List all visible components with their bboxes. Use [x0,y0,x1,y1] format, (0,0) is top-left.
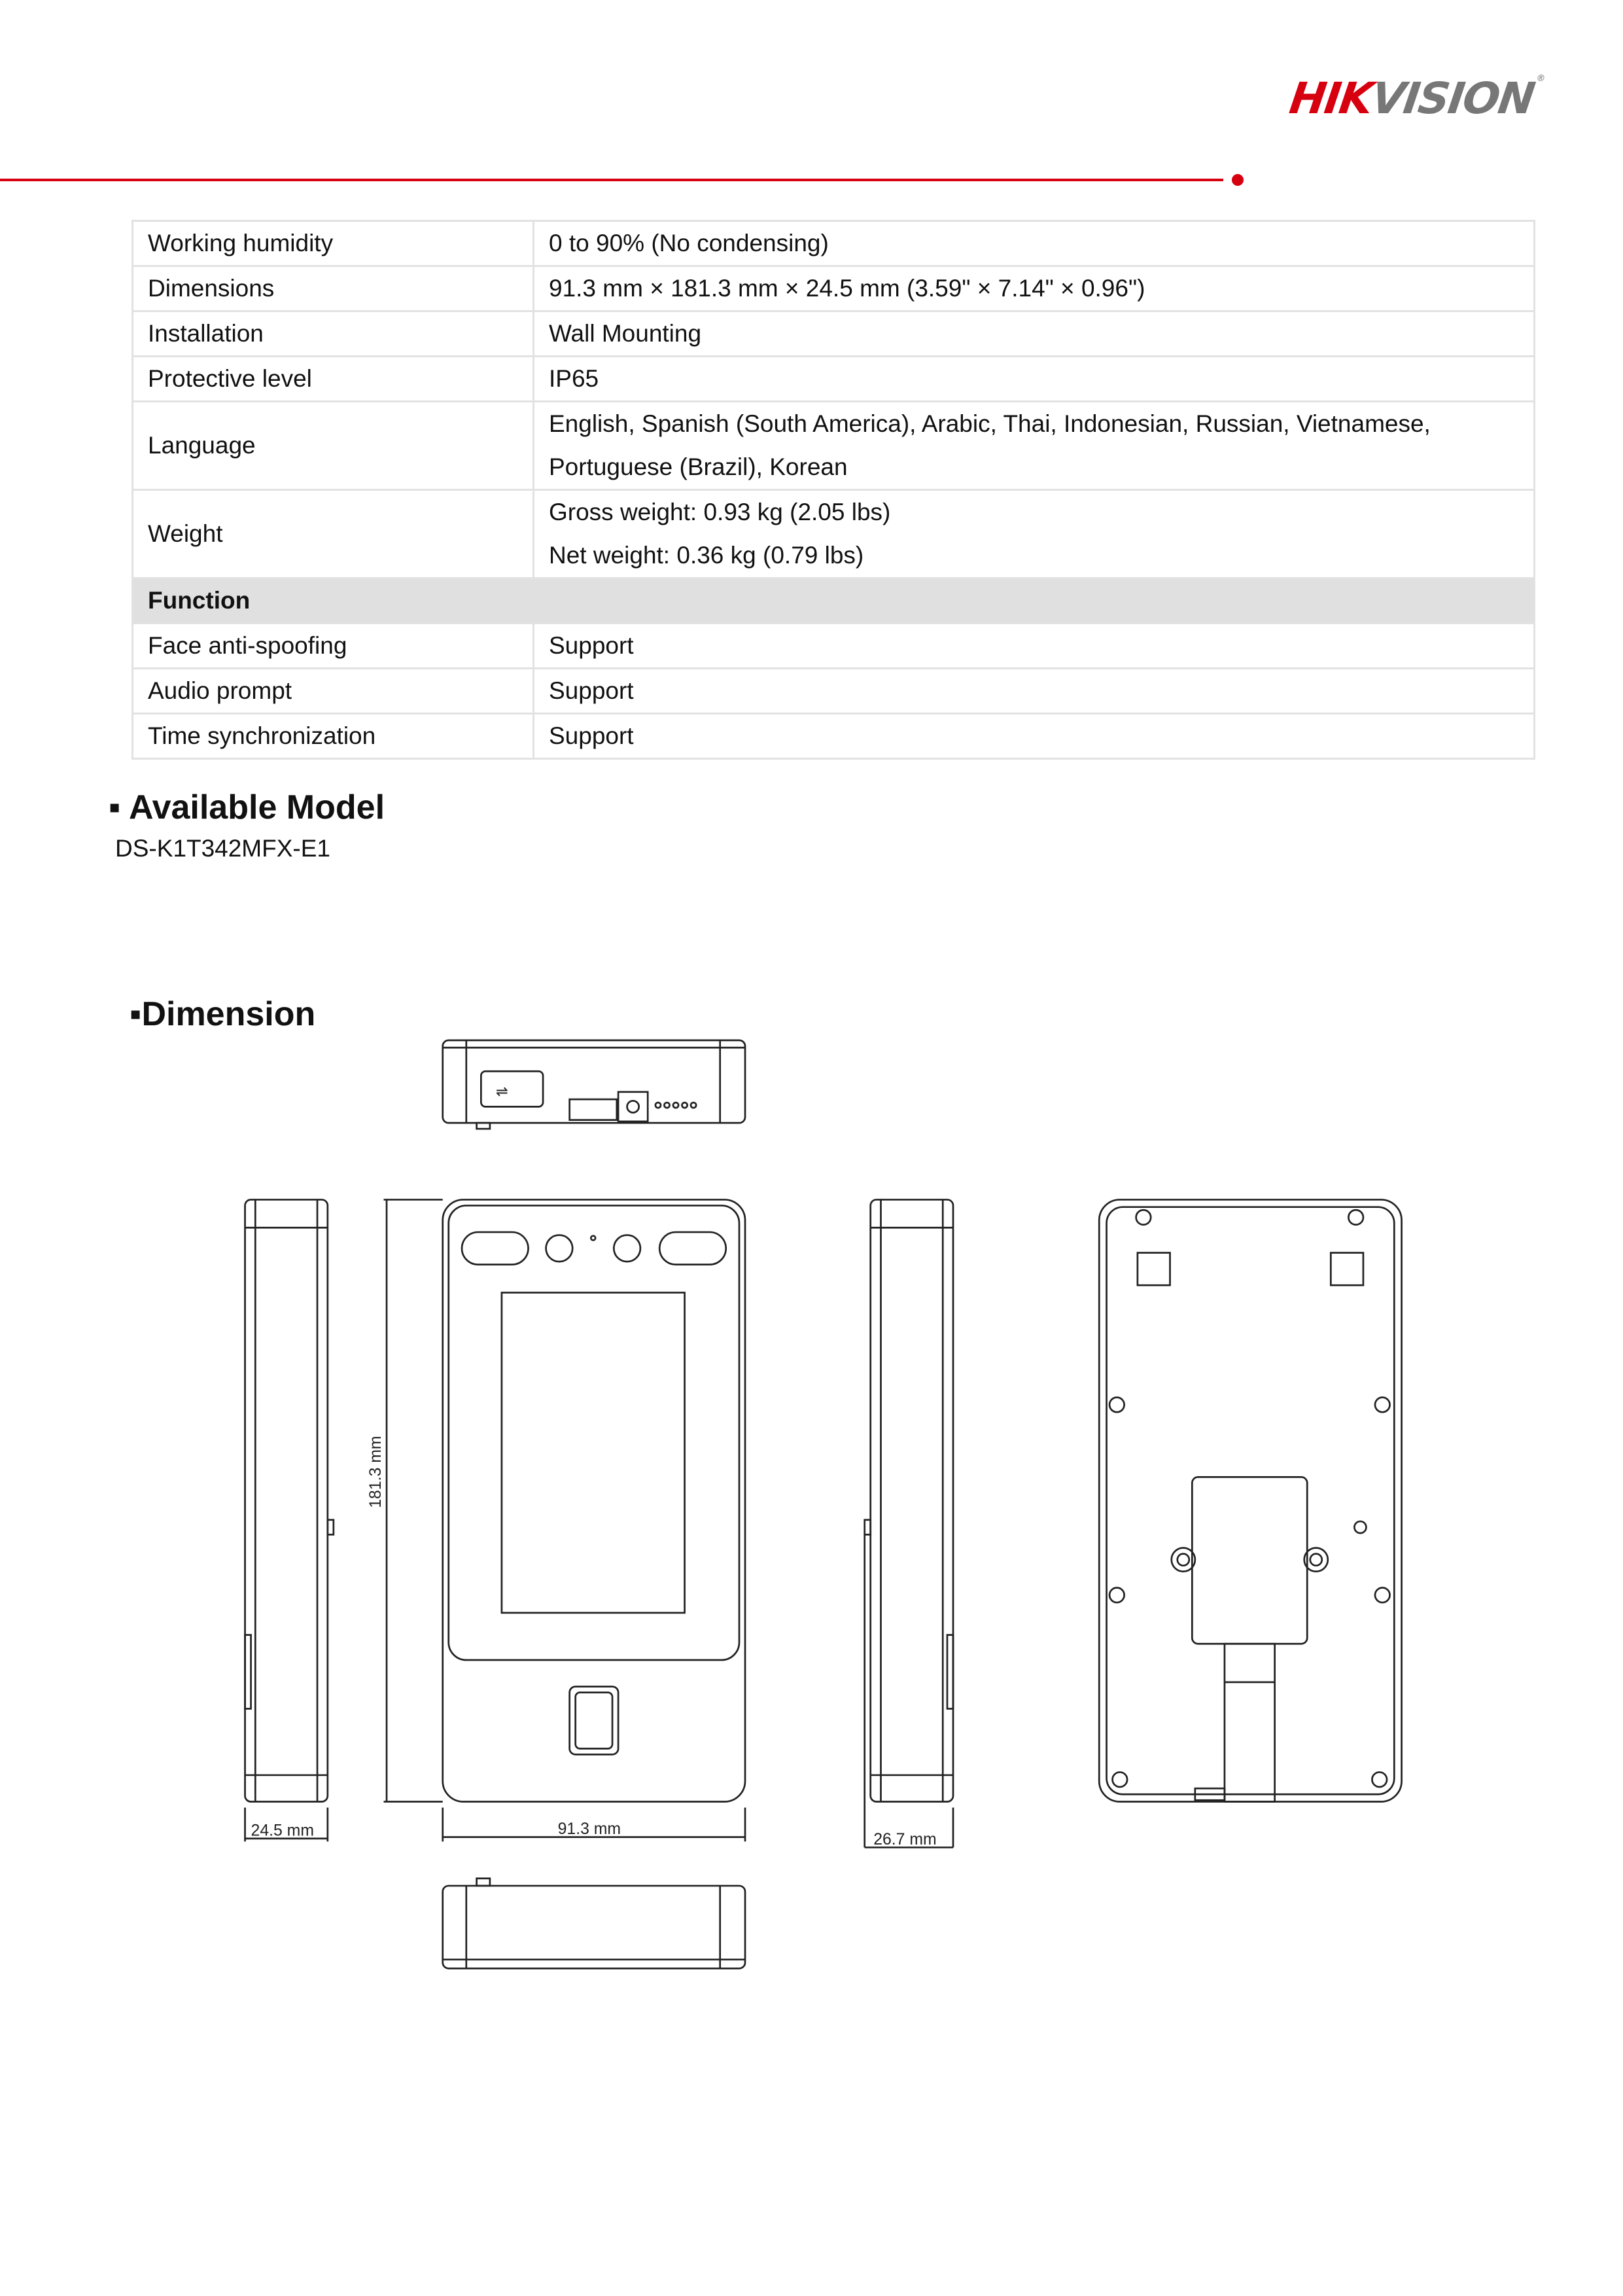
height-dimension-label: 181.3 mm [366,1436,385,1508]
spec-value: Support [534,669,1535,714]
logo-gray: VISION [1368,73,1537,124]
heading-text: Dimension [141,995,316,1033]
spec-value: Support [534,624,1535,669]
spec-label: Dimensions [133,266,534,311]
logo-red: HIK [1286,73,1376,124]
bottom-view [443,1879,745,1969]
spec-label: Audio prompt [133,669,534,714]
left-side-view [245,1199,334,1841]
registered-mark: ® [1535,73,1545,84]
front-view [384,1199,746,1841]
spec-value: IP65 [534,357,1535,402]
spec-label: Face anti-spoofing [133,624,534,669]
spec-label: Weight [133,490,534,578]
spec-label: Protective level [133,357,534,402]
back-view [1099,1199,1401,1801]
spec-value-line: Net weight: 0.36 kg (0.79 lbs) [549,542,864,569]
model-number: DS-K1T342MFX-E1 [115,835,330,862]
section-title: Function [133,578,1535,624]
spec-label: Language [133,402,534,490]
spec-value: 0 to 90% (No condensing) [534,221,1535,266]
spec-label: Working humidity [133,221,534,266]
svg-text:⇌: ⇌ [495,1083,508,1100]
spec-value: Support [534,714,1535,759]
spec-label: Time synchronization [133,714,534,759]
spec-value-line: Portuguese (Brazil), Korean [549,453,848,480]
depth2-dimension-label: 26.7 mm [873,1830,937,1848]
top-view [443,1040,745,1129]
dimension-heading: ▪Dimension [130,995,316,1033]
spec-value-line: Gross weight: 0.93 kg (2.05 lbs) [549,499,891,525]
heading-text: Available Model [128,788,385,826]
width-dimension-label: 91.3 mm [557,1820,621,1839]
spec-value: 91.3 mm × 181.3 mm × 24.5 mm (3.59" × 7.14" × 0.96") [534,266,1535,311]
depth-dimension-label: 24.5 mm [251,1822,315,1840]
available-model-heading: ▪ Available Model [109,788,385,826]
spec-value: Wall Mounting [534,311,1535,357]
spec-label: Installation [133,311,534,357]
spec-value-line: English, Spanish (South America), Arabic, Thai, Indonesian, Russian, Vietnamese, [549,410,1431,437]
right-side-view [865,1199,953,1847]
